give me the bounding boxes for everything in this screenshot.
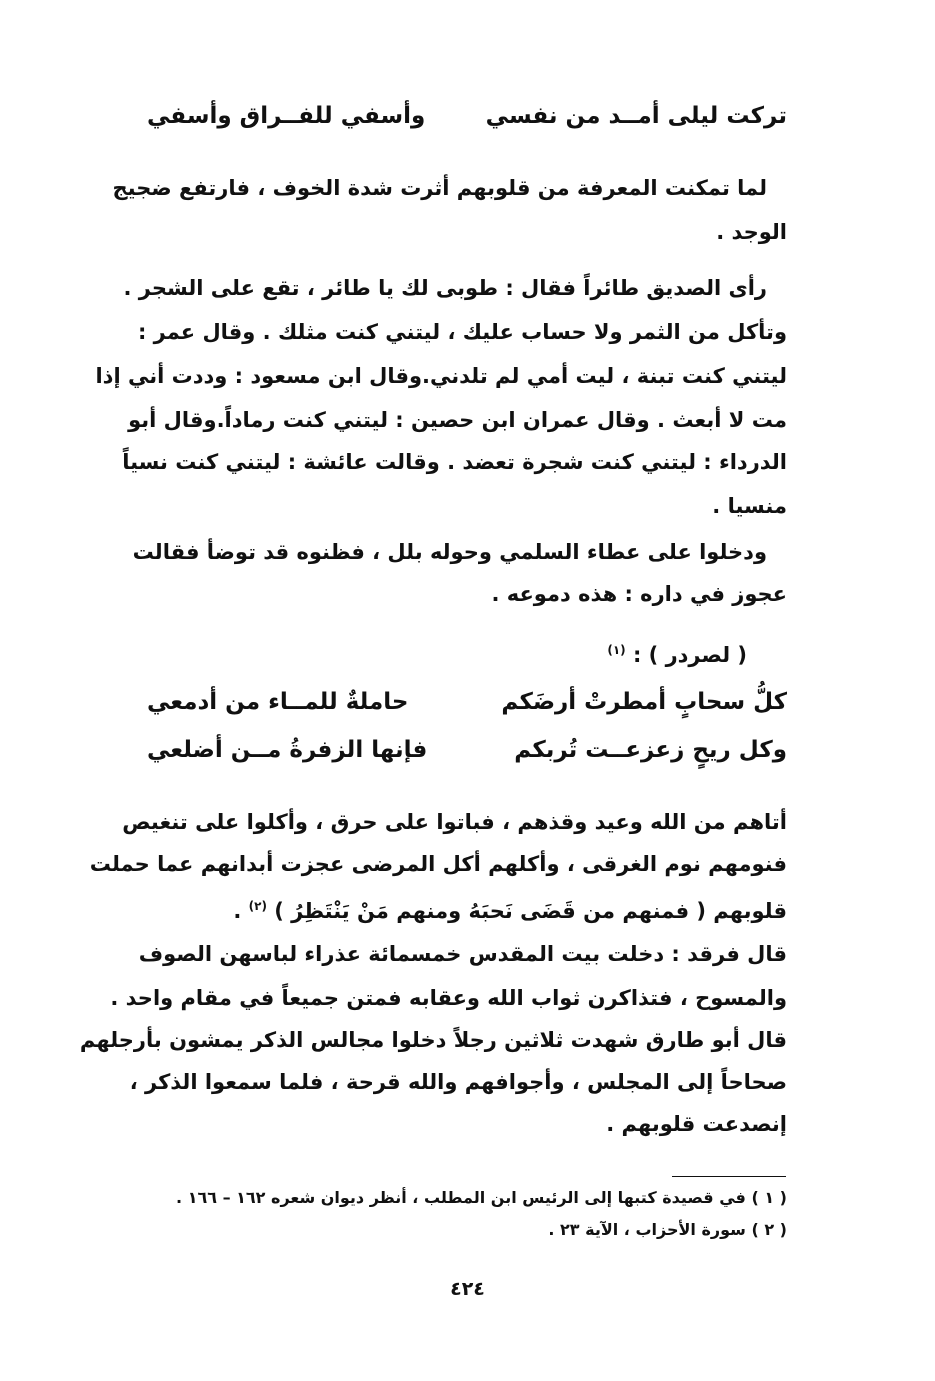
verse-second-hemistich: فإنها الزفرةُ مــن أضلعي [147, 737, 428, 763]
verse-first-hemistich: كلُّ سحابٍ أمطرتْ أرضَكم [501, 689, 787, 715]
paragraph-line: ليتني كنت تبنة ، ليت أمي لم تلدني.وقال ابن مسعود : وددت أني إذا [95, 364, 787, 388]
paragraph-line: ودخلوا على عطاء السلمي وحوله بلل ، فظنوه قد توضأ فقالت [132, 540, 767, 564]
paragraph-line: عجوز في داره : هذه دموعه . [491, 582, 787, 606]
paragraph-line: الوجد . [716, 220, 787, 244]
paragraph-line: فنومهم نوم الغرقى ، وأكلهم أكل المرضى عجزت أبدانهم عما حملت [89, 852, 787, 876]
footnote-divider [672, 1176, 786, 1177]
full-stop: . [233, 899, 242, 923]
verse-second-hemistich: حاملةٌ للمــاء من أدمعي [147, 689, 409, 715]
poet-attribution [147, 628, 747, 677]
page-number: ٤٢٤ [450, 1278, 485, 1300]
paragraph-line: الدرداء : ليتني كنت شجرة تعضد . وقالت عائشة : ليتني كنت نسياً [122, 450, 787, 474]
paragraph-line: رأى الصديق طائراً فقال : طوبى لك يا طائر ، تقع على الشجر . [123, 276, 767, 300]
footnote-marker: (١) [607, 643, 626, 657]
paragraph-line: قال أبو طارق شهدت ثلاثين رجلاً دخلوا مجالس الذكر يمشون بأرجلهم [79, 1028, 787, 1052]
quran-quote: قلوبهم ( فمنهم من قَضَى نَحبَهُ ومنهم مَنْ يَنْتَظِرُ ) [274, 899, 787, 923]
verse-first-hemistich: وكل ريحٍ زعزعــت تُربكم [514, 737, 787, 763]
poet-name: ( لصردر ) : [632, 643, 747, 667]
paragraph-line: لما تمكنت المعرفة من قلوبهم أثرت شدة الخوف ، فارتفع ضجيج [112, 176, 767, 200]
footnote: ( ١ ) في قصيدة كتبها إلى الرئيس ابن المطلب ، أنظر ديوان شعره ١٦٢ – ١٦٦ . [176, 1188, 787, 1207]
footnote: ( ٢ ) سورة الأحزاب ، الآية ٢٣ . [548, 1220, 787, 1239]
paragraph-line: صحاحاً إلى المجلس ، وأجوافهم والله قرحة ، فلما سمعوا الذكر ، [129, 1070, 787, 1094]
footnote-marker: (٢) [248, 899, 267, 913]
paragraph-line: وتأكل من الثمر ولا حساب عليك ، ليتني كنت مثلك . وقال عمر : [137, 320, 787, 344]
verse-second-hemistich: وأسفي للفــراق وأسفي [147, 103, 426, 129]
paragraph-line: إنصدعت قلوبهم . [606, 1112, 787, 1136]
paragraph-line: مت لا أبعث . وقال عمران ابن حصين : ليتني كنت رماداً.وقال أبو [128, 408, 787, 432]
paragraph-line: منسيا . [712, 494, 787, 518]
paragraph-line: والمسوح ، فتذاكرن ثواب الله وعقابه فمتن جميعاً في مقام واحد . [110, 986, 787, 1010]
verse-first-hemistich: تركت ليلى أمــد من نفسي [485, 103, 787, 129]
paragraph-line: أتاهم من الله وعيد وقذهم ، فباتوا على حرق ، وأكلوا على تنغيص [122, 810, 787, 834]
paragraph-line [147, 884, 787, 933]
paragraph-line: قال فرقد : دخلت بيت المقدس خمسمائة عذراء لباسهن الصوف [138, 942, 787, 966]
